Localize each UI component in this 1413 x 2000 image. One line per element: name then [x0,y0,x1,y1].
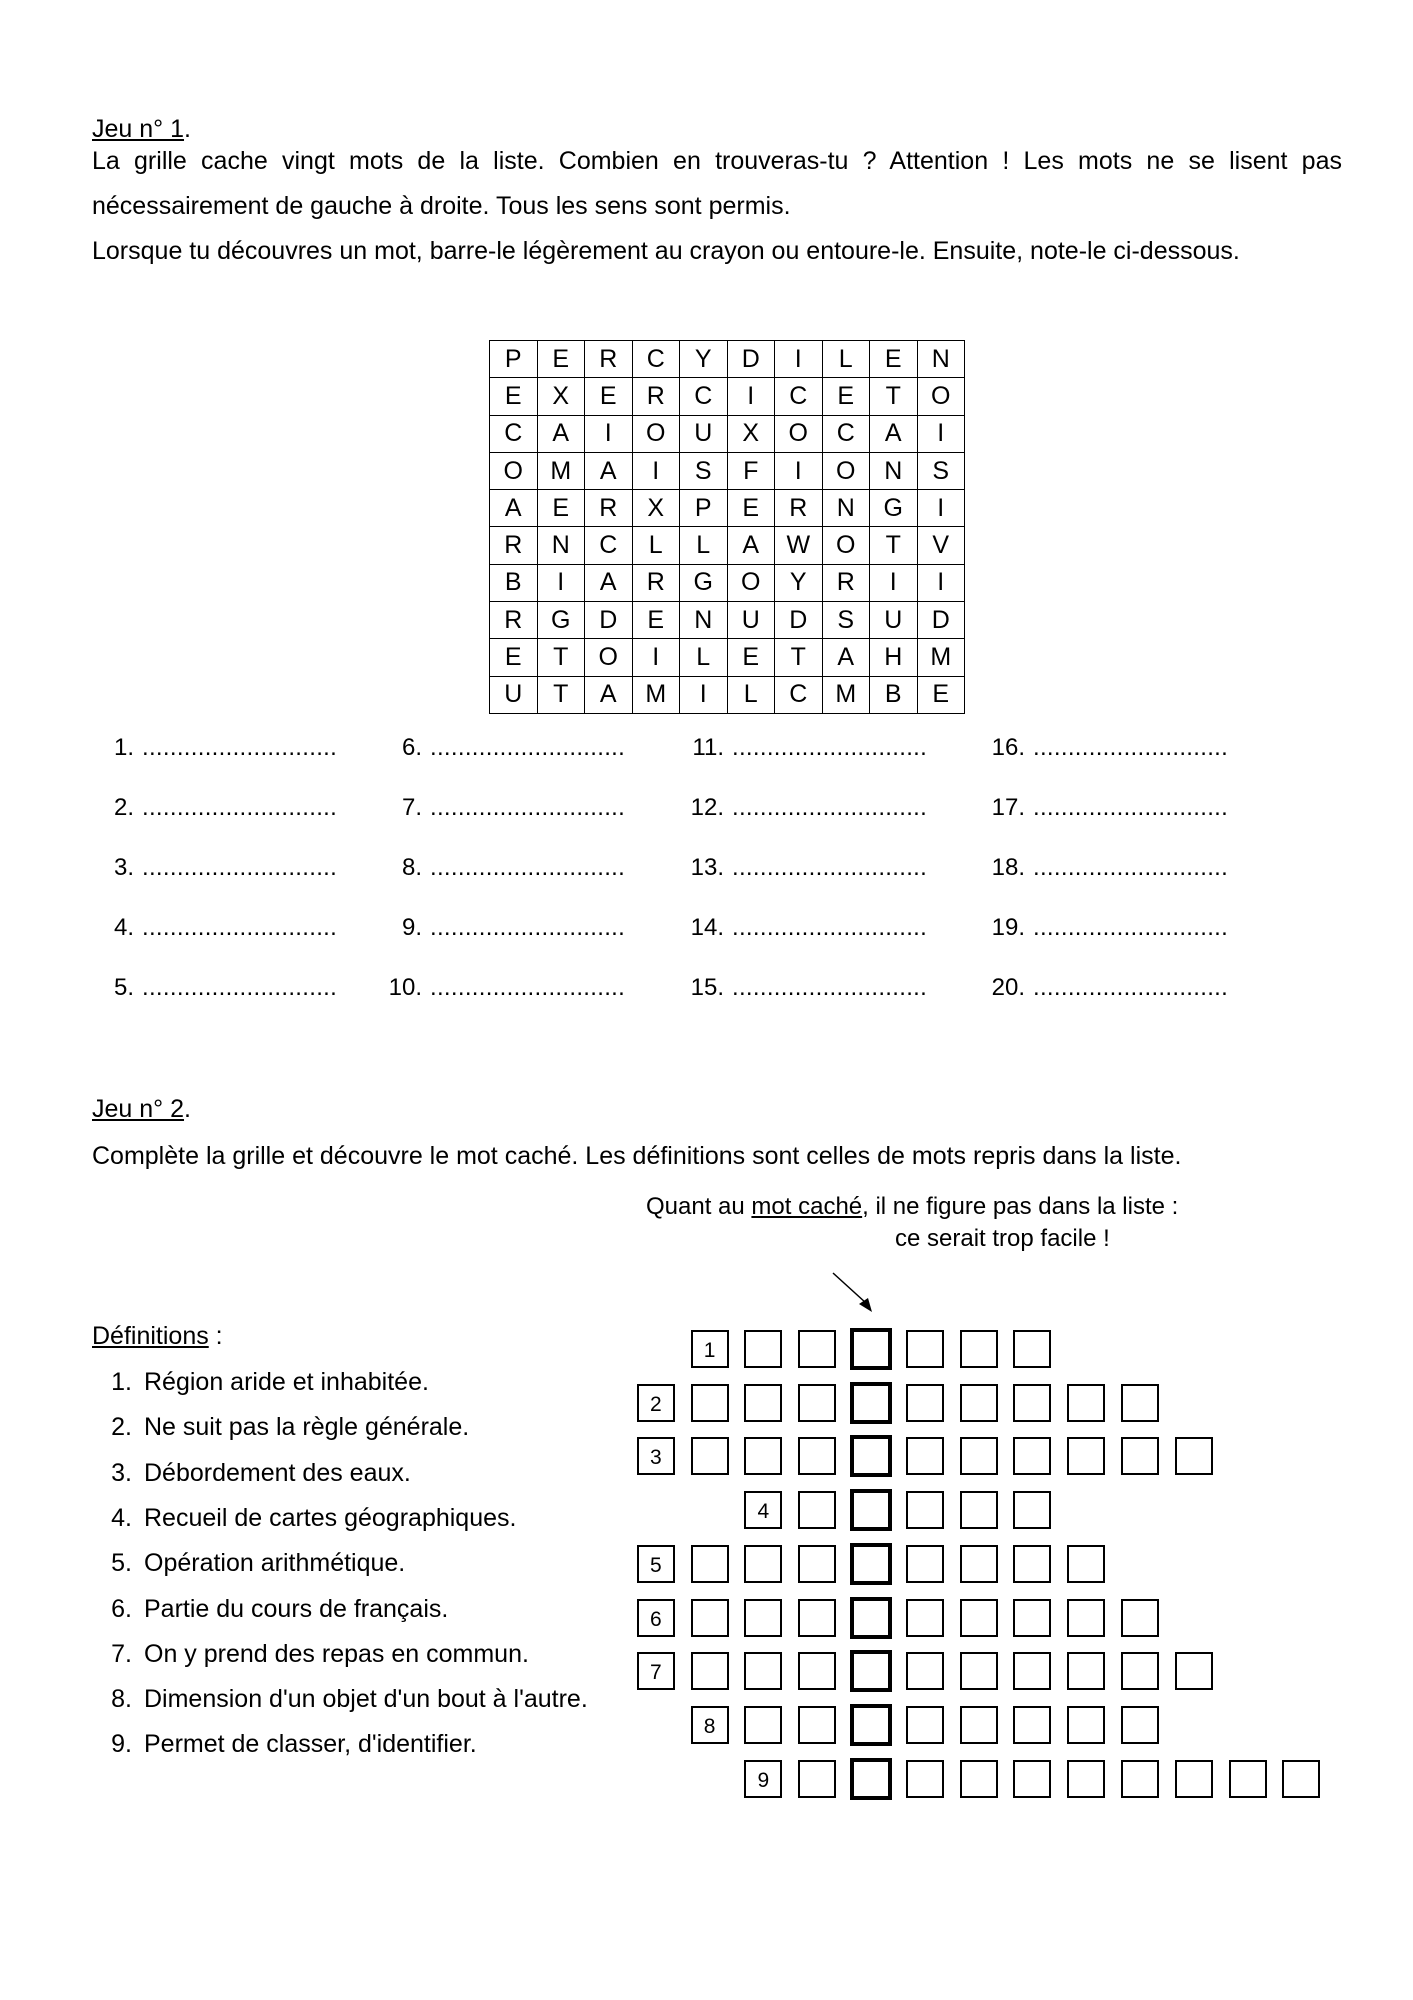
crossword-cell[interactable] [744,1599,782,1637]
grid-cell[interactable]: W [775,527,823,564]
grid-cell[interactable]: T [870,527,918,564]
crossword-cell[interactable] [1013,1652,1051,1690]
crossword-cell[interactable] [1013,1384,1051,1422]
crossword-cell[interactable] [906,1599,944,1637]
crossword-number-cell [637,1437,675,1475]
crossword-cell[interactable] [744,1437,782,1475]
grid-cell[interactable]: M [537,452,585,489]
crossword-cell[interactable] [1175,1437,1213,1475]
grid-cell[interactable]: N [537,527,585,564]
answer-number: 4. [113,914,134,941]
grid-cell[interactable]: R [822,564,870,601]
grid-cell[interactable]: E [537,341,585,378]
grid-cell[interactable]: D [775,602,823,639]
hidden-word-cell[interactable] [850,1328,892,1370]
crossword-cell[interactable] [1067,1437,1105,1475]
grid-cell[interactable]: P [490,341,538,378]
crossword-cell[interactable] [744,1545,782,1583]
crossword-row-number: 5 [649,1553,662,1577]
grid-cell[interactable]: R [585,341,633,378]
grid-cell[interactable]: C [775,378,823,415]
grid-cell[interactable]: G [680,564,728,601]
grid-cell[interactable]: X [537,378,585,415]
game1-intro-line1: La grille cache vingt mots de la liste. Combien en trouveras-tu ? Attention ! Les mots ne se lisent pas [92,147,1342,175]
grid-cell[interactable]: C [822,415,870,452]
game2-intro: Complète la grille et découvre le mot caché. Les définitions sont celles de mots repris dans la liste. [92,1142,1182,1170]
definition-item [92,1504,516,1533]
grid-cell[interactable]: R [585,490,633,527]
grid-cell[interactable]: A [585,564,633,601]
crossword-cell[interactable] [960,1599,998,1637]
crossword-cell[interactable] [1013,1599,1051,1637]
grid-cell[interactable]: O [917,378,965,415]
grid-cell[interactable]: X [632,490,680,527]
grid-cell[interactable]: M [822,676,870,713]
crossword-cell[interactable] [1013,1491,1051,1529]
definition-text: Recueil de cartes géographiques. [144,1503,517,1532]
hidden-word-cell[interactable] [850,1650,892,1692]
crossword-cell[interactable] [744,1330,782,1368]
crossword-cell[interactable] [744,1706,782,1744]
grid-cell[interactable]: O [727,564,775,601]
definition-text: Dimension d'un objet d'un bout à l'autre. [144,1685,588,1714]
grid-cell[interactable]: A [870,415,918,452]
grid-cell[interactable]: L [822,341,870,378]
answer-blank[interactable]: ............................ [430,794,626,821]
answer-blank[interactable]: ............................ [142,854,338,881]
definition-number: 2. [111,1413,132,1442]
game1-title-period: . [184,115,191,143]
grid-cell[interactable]: T [537,639,585,676]
grid-cell[interactable]: S [822,602,870,639]
grid-cell[interactable]: E [727,639,775,676]
answer-blank[interactable]: ............................ [430,854,626,881]
crossword-cell[interactable] [798,1760,836,1798]
definition-item [92,1368,429,1397]
grid-cell[interactable]: D [727,341,775,378]
crossword-row-number: 6 [649,1607,662,1631]
grid-cell[interactable]: O [822,452,870,489]
answer-blank[interactable]: ............................ [732,734,928,761]
crossword-cell[interactable] [1121,1760,1159,1798]
game2-title-period: . [184,1095,191,1123]
crossword-cell[interactable] [906,1330,944,1368]
crossword-cell[interactable] [960,1545,998,1583]
grid-cell[interactable]: L [680,527,728,564]
grid-cell[interactable]: R [775,490,823,527]
crossword-cell[interactable] [906,1437,944,1475]
grid-cell[interactable]: O [585,639,633,676]
grid-cell[interactable]: S [680,452,728,489]
definition-number: 9. [111,1730,132,1759]
crossword-cell[interactable] [691,1437,729,1475]
grid-cell[interactable]: A [585,676,633,713]
crossword-cell[interactable] [691,1652,729,1690]
grid-cell[interactable]: M [632,676,680,713]
crossword-cell[interactable] [1067,1652,1105,1690]
grid-cell[interactable]: I [775,341,823,378]
definition-number: 4. [111,1503,132,1532]
grid-cell[interactable]: C [585,527,633,564]
hidden-word-cell[interactable] [850,1435,892,1477]
crossword-cell[interactable] [744,1384,782,1422]
grid-cell[interactable]: A [822,639,870,676]
answer-number: 13. [690,854,724,881]
crossword-cell[interactable] [1175,1652,1213,1690]
crossword-cell[interactable] [1067,1760,1105,1798]
grid-cell[interactable]: E [727,490,775,527]
answer-number: 17. [991,794,1025,821]
grid-cell[interactable]: U [490,676,538,713]
crossword-cell[interactable] [960,1330,998,1368]
crossword-cell[interactable] [1013,1437,1051,1475]
grid-cell[interactable]: O [490,452,538,489]
grid-cell[interactable]: G [870,490,918,527]
crossword-cell[interactable] [1013,1760,1051,1798]
definition-number: 7. [111,1639,132,1668]
crossword-cell[interactable] [1121,1384,1159,1422]
crossword-row-number: 1 [703,1339,716,1362]
crossword-cell[interactable] [960,1384,998,1422]
crossword-cell[interactable] [691,1545,729,1583]
answer-blank[interactable]: ............................ [1033,734,1229,761]
grid-cell[interactable]: I [632,452,680,489]
grid-cell[interactable]: P [680,490,728,527]
crossword-number-cell [744,1491,782,1529]
grid-cell[interactable]: L [680,639,728,676]
definition-number: 6. [111,1594,132,1623]
definition-text: Opération arithmétique. [144,1549,406,1578]
grid-cell[interactable]: I [917,415,965,452]
crossword-row-number: 9 [757,1768,770,1792]
crossword-cell[interactable] [1282,1760,1320,1798]
grid-cell[interactable]: G [537,602,585,639]
game1-title: Jeu n° 1 [92,115,185,143]
grid-cell[interactable]: I [632,639,680,676]
grid-cell[interactable]: N [917,341,965,378]
answer-number: 5. [113,974,134,1001]
answer-number: 16. [991,734,1025,761]
answer-number: 10. [388,974,422,1001]
grid-cell[interactable]: U [870,602,918,639]
answer-number: 3. [113,854,134,881]
crossword-row-number: 8 [703,1714,716,1738]
definitions-heading [92,1322,223,1351]
grid-cell[interactable]: T [775,639,823,676]
note-suffix: , il ne figure pas dans la liste : [862,1193,1179,1220]
grid-cell[interactable]: R [490,527,538,564]
game1-intro-line3: Lorsque tu découvres un mot, barre-le légèrement au crayon ou entoure-le. Ensuite, note-le ci-dessous. [92,237,1240,265]
crossword-cell[interactable] [798,1706,836,1744]
answer-blank[interactable]: ............................ [430,974,626,1001]
grid-cell[interactable]: E [490,378,538,415]
grid-cell[interactable]: E [870,341,918,378]
answer-blank[interactable]: ............................ [732,794,928,821]
grid-cell[interactable]: Y [775,564,823,601]
grid-cell[interactable]: D [917,602,965,639]
definition-text: Permet de classer, d'identifier. [144,1730,477,1759]
grid-cell[interactable]: Y [680,341,728,378]
grid-cell[interactable]: N [822,490,870,527]
hidden-word-cell[interactable] [850,1704,892,1746]
grid-cell[interactable]: F [727,452,775,489]
crossword-number-cell [637,1599,675,1637]
definition-text: Région aride et inhabitée. [144,1368,429,1396]
answer-blank[interactable]: ............................ [142,974,338,1001]
answer-blank[interactable]: ............................ [430,734,626,761]
crossword-number-cell [637,1652,675,1690]
grid-cell[interactable]: C [632,341,680,378]
crossword-cell[interactable] [1067,1599,1105,1637]
definitions-title: Définitions [92,1322,209,1350]
answer-blank[interactable]: ............................ [1033,794,1229,821]
grid-cell[interactable]: E [490,639,538,676]
grid-cell[interactable]: X [727,415,775,452]
grid-cell[interactable]: A [537,415,585,452]
crossword-cell[interactable] [960,1437,998,1475]
crossword-number-cell [691,1330,729,1368]
crossword-number-cell [744,1760,782,1798]
answer-number: 20. [991,974,1025,1001]
answer-number: 8. [401,854,422,881]
answer-blank[interactable]: ............................ [1033,854,1229,881]
crossword-cell[interactable] [1121,1706,1159,1744]
definition-text: Partie du cours de français. [144,1594,449,1623]
crossword-row-number: 3 [649,1446,662,1470]
grid-cell[interactable]: I [775,452,823,489]
grid-cell[interactable]: O [632,415,680,452]
answer-blank[interactable]: ............................ [142,794,338,821]
crossword-row-number: 4 [757,1500,770,1524]
answer-blank[interactable]: ............................ [142,734,338,761]
crossword-number-cell [691,1706,729,1744]
grid-cell[interactable]: R [632,378,680,415]
crossword-cell[interactable] [1067,1706,1105,1744]
crossword-cell[interactable] [1121,1437,1159,1475]
grid-cell[interactable]: L [632,527,680,564]
crossword-cell[interactable] [798,1437,836,1475]
grid-cell[interactable]: A [727,527,775,564]
crossword-cell[interactable] [960,1760,998,1798]
answer-blank[interactable]: ............................ [732,854,928,881]
crossword-row-number: 2 [649,1392,662,1416]
answer-number: 19. [991,914,1025,941]
crossword-cell[interactable] [960,1652,998,1690]
crossword-cell[interactable] [1175,1760,1213,1798]
grid-cell[interactable]: I [917,564,965,601]
crossword-cell[interactable] [906,1652,944,1690]
crossword-number-cell [637,1384,675,1422]
grid-cell[interactable]: I [727,378,775,415]
grid-cell[interactable]: I [585,415,633,452]
definition-text: On y prend des repas en commun. [144,1639,529,1668]
grid-cell[interactable]: D [585,602,633,639]
grid-cell[interactable]: I [917,490,965,527]
grid-cell[interactable]: O [775,415,823,452]
grid-cell[interactable]: B [490,564,538,601]
answer-number: 2. [113,794,134,821]
grid-cell[interactable]: H [870,639,918,676]
definition-item [92,1413,469,1442]
grid-cell[interactable]: V [917,527,965,564]
game1-intro-line2: nécessairement de gauche à droite. Tous les sens sont permis. [92,192,791,220]
crossword-cell[interactable] [960,1491,998,1529]
grid-cell[interactable]: N [680,602,728,639]
hidden-word-cell[interactable] [850,1489,892,1531]
crossword-cell[interactable] [1121,1599,1159,1637]
definition-number: 8. [111,1685,132,1714]
answer-blank[interactable]: ............................ [430,914,626,941]
game2-title: Jeu n° 2 [92,1095,185,1123]
grid-cell[interactable]: N [870,452,918,489]
crossword-cell[interactable] [1121,1652,1159,1690]
grid-cell[interactable]: C [680,378,728,415]
crossword-cell[interactable] [1013,1330,1051,1368]
crossword-cell[interactable] [906,1491,944,1529]
grid-cell[interactable]: T [870,378,918,415]
definition-number: 3. [111,1458,132,1487]
definition-number: 1. [111,1368,132,1396]
crossword-cell[interactable] [1229,1760,1267,1798]
answer-number: 6. [401,734,422,761]
answer-blank[interactable]: ............................ [1033,914,1229,941]
definition-item [92,1640,529,1669]
answer-number: 11. [692,734,724,761]
hidden-word-cell[interactable] [850,1597,892,1639]
grid-cell[interactable]: U [680,415,728,452]
grid-cell[interactable]: T [537,676,585,713]
hidden-word-cell[interactable] [850,1382,892,1424]
answer-blank[interactable]: ............................ [1033,974,1229,1001]
crossword-number-cell [637,1545,675,1583]
definition-item [92,1730,477,1759]
crossword-cell[interactable] [798,1652,836,1690]
grid-cell[interactable]: O [822,527,870,564]
answer-number: 18. [991,854,1025,881]
grid-cell[interactable]: E [585,378,633,415]
crossword-cell[interactable] [798,1384,836,1422]
crossword-cell[interactable] [906,1760,944,1798]
note-underlined: mot caché [751,1193,863,1220]
answer-number: 1. [113,734,134,761]
grid-cell[interactable]: R [490,602,538,639]
answer-number: 9. [401,914,422,941]
note-line2: ce serait trop facile ! [895,1225,1110,1252]
definition-number: 5. [111,1549,132,1578]
grid-cell[interactable]: E [917,676,965,713]
crossword-cell[interactable] [906,1706,944,1744]
grid-cell[interactable]: M [917,639,965,676]
crossword-cell[interactable] [691,1384,729,1422]
crossword-cell[interactable] [798,1491,836,1529]
answer-number: 12. [690,794,724,821]
definition-item [92,1549,405,1578]
crossword-cell[interactable] [744,1652,782,1690]
definition-item [92,1685,588,1714]
definition-text: Ne suit pas la règle générale. [144,1413,470,1442]
crossword-cell[interactable] [1013,1545,1051,1583]
definition-item [92,1459,411,1488]
grid-cell[interactable]: E [537,490,585,527]
answer-blank[interactable]: ............................ [732,914,928,941]
crossword-cell[interactable] [906,1545,944,1583]
grid-cell[interactable]: C [775,676,823,713]
grid-cell[interactable]: A [585,452,633,489]
answer-number: 15. [690,974,724,1001]
answer-blank[interactable]: ............................ [732,974,928,1001]
crossword-cell[interactable] [906,1384,944,1422]
definition-text: Débordement des eaux. [144,1458,411,1487]
grid-cell[interactable]: E [822,378,870,415]
hidden-word-cell[interactable] [850,1758,892,1800]
grid-cell[interactable]: I [870,564,918,601]
grid-cell[interactable]: L [727,676,775,713]
grid-cell[interactable]: E [632,602,680,639]
grid-cell[interactable]: C [490,415,538,452]
grid-cell[interactable]: A [490,490,538,527]
grid-cell[interactable]: U [727,602,775,639]
crossword-row-number: 7 [649,1661,662,1685]
definitions-colon: : [208,1322,223,1350]
grid-cell[interactable]: I [680,676,728,713]
crossword-cell[interactable] [798,1545,836,1583]
grid-cell[interactable]: I [537,564,585,601]
definition-item [92,1595,448,1624]
hidden-word-cell[interactable] [850,1543,892,1585]
grid-cell[interactable]: R [632,564,680,601]
crossword-cell[interactable] [960,1706,998,1744]
answer-blank[interactable]: ............................ [142,914,338,941]
grid-cell[interactable]: S [917,452,965,489]
crossword-cell[interactable] [1067,1545,1105,1583]
answer-number: 7. [401,794,422,821]
grid-cell[interactable]: B [870,676,918,713]
crossword-cell[interactable] [1067,1384,1105,1422]
crossword-cell[interactable] [1013,1706,1051,1744]
crossword-cell[interactable] [798,1599,836,1637]
answer-number: 14. [690,914,724,941]
crossword-cell[interactable] [798,1330,836,1368]
crossword-cell[interactable] [691,1599,729,1637]
note-prefix: Quant au [646,1193,752,1220]
